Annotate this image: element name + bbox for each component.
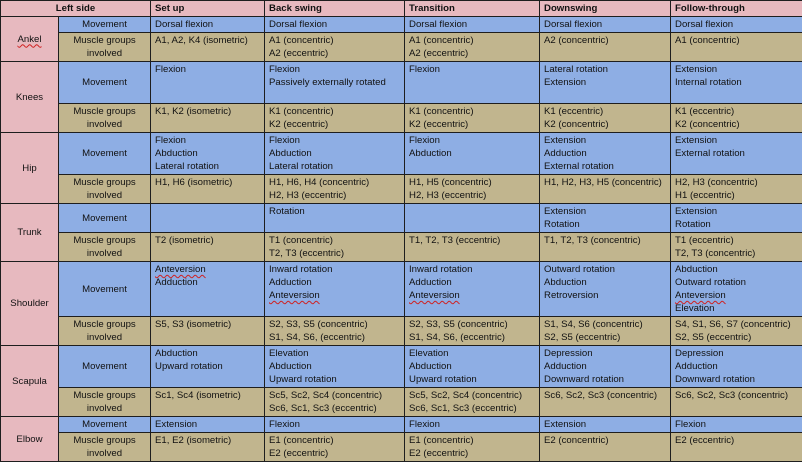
cell-line: Extension	[544, 76, 666, 89]
muscle-cell	[265, 104, 405, 133]
cell-line: T1 (concentric)	[269, 234, 400, 247]
muscle-row	[1, 233, 802, 262]
cell-line: H1, H6, H4 (concentric)	[269, 176, 400, 189]
cell-line: Dorsal flexion	[675, 18, 798, 31]
side-header: Left side	[1, 1, 151, 17]
cell-line: A1 (concentric)	[675, 34, 798, 47]
cell-line: K1 (eccentric)	[675, 105, 798, 118]
phase-header: Downswing	[540, 1, 671, 17]
cell-line: Sc1, Sc4 (isometric)	[155, 389, 260, 402]
cell-line: K1 (concentric)	[409, 105, 535, 118]
movement-cell	[540, 346, 671, 388]
muscle-row	[1, 433, 802, 462]
cell-line: K1 (eccentric)	[544, 105, 666, 118]
muscle-cell	[151, 233, 265, 262]
muscle-cell	[405, 317, 540, 346]
cell-line: E2 (concentric)	[544, 434, 666, 447]
movement-cell	[405, 204, 540, 233]
muscle-cell	[671, 233, 802, 262]
cell-line: H1, H2, H3, H5 (concentric)	[544, 176, 666, 189]
movement-label: Movement	[59, 204, 151, 233]
muscle-cell	[540, 317, 671, 346]
cell-line: Adduction	[155, 276, 260, 289]
movement-cell	[671, 17, 802, 33]
cell-line: S1, S4, S6, (eccentric)	[409, 331, 535, 344]
joint-name: Elbow	[16, 434, 42, 445]
muscle-groups-label: Muscle groups involved	[59, 388, 151, 417]
movement-cell	[540, 204, 671, 233]
cell-line: Sc6, Sc1, Sc3 (eccentric)	[409, 402, 535, 415]
cell-line: E1, E2 (isometric)	[155, 434, 260, 447]
movement-cell	[265, 62, 405, 104]
movement-cell	[151, 346, 265, 388]
movement-cell	[540, 417, 671, 433]
cell-line: Flexion	[675, 418, 798, 431]
cell-line: Dorsal flexion	[155, 18, 260, 31]
table-body	[1, 17, 802, 462]
cell-line: Downward rotation	[544, 373, 666, 386]
cell-line: Flexion	[155, 63, 260, 76]
cell-line: Inward rotation	[269, 263, 400, 276]
movement-cell	[671, 204, 802, 233]
movement-cell	[151, 17, 265, 33]
cell-line: Outward rotation	[544, 263, 666, 276]
muscle-cell	[405, 233, 540, 262]
cell-line: Flexion	[409, 134, 535, 147]
movement-label: Movement	[59, 262, 151, 317]
cell-line: Extension	[155, 418, 260, 431]
movement-cell	[540, 262, 671, 317]
header-row	[1, 1, 802, 17]
movement-cell	[540, 17, 671, 33]
cell-line: E2 (eccentric)	[675, 434, 798, 447]
cell-line: E1 (concentric)	[269, 434, 400, 447]
cell-line: Lateral rotation	[269, 160, 400, 173]
phase-header: Set up	[151, 1, 265, 17]
joint-name: Trunk	[17, 227, 41, 238]
joint-label	[1, 346, 59, 417]
cell-line: S5, S3 (isometric)	[155, 318, 260, 331]
muscle-cell	[265, 33, 405, 62]
movement-cell	[405, 17, 540, 33]
muscle-cell	[540, 104, 671, 133]
cell-line: Sc6, Sc1, Sc3 (eccentric)	[269, 402, 400, 415]
muscle-cell	[151, 317, 265, 346]
movement-cell	[265, 262, 405, 317]
muscle-cell	[671, 388, 802, 417]
cell-line: Upward rotation	[409, 373, 535, 386]
joint-name: Knees	[16, 92, 43, 103]
movement-cell	[405, 346, 540, 388]
cell-line: Outward rotation	[675, 276, 798, 289]
movement-cell	[265, 417, 405, 433]
cell-line: E1 (concentric)	[409, 434, 535, 447]
cell-line: H1, H6 (isometric)	[155, 176, 260, 189]
cell-line: Elevation	[675, 302, 798, 315]
cell-line: Adduction	[544, 360, 666, 373]
movement-cell	[265, 346, 405, 388]
movement-cell	[671, 262, 802, 317]
joint-name: Ankel	[18, 34, 42, 45]
movement-cell	[405, 417, 540, 433]
cell-line: Anteversion	[269, 289, 400, 302]
cell-line: Dorsal flexion	[269, 18, 400, 31]
cell-line: A1 (concentric)	[409, 34, 535, 47]
muscle-groups-label: Muscle groups involved	[59, 104, 151, 133]
movement-row	[1, 133, 802, 175]
cell-line: Rotation	[544, 218, 666, 231]
cell-line: Abduction	[269, 147, 400, 160]
cell-line: K2 (eccentric)	[269, 118, 400, 131]
movement-cell	[671, 346, 802, 388]
muscle-groups-label: Muscle groups involved	[59, 433, 151, 462]
muscle-cell	[151, 175, 265, 204]
cell-line: Flexion	[269, 134, 400, 147]
cell-line: A2 (concentric)	[544, 34, 666, 47]
cell-line: Abduction	[544, 276, 666, 289]
cell-line: S2, S5 (eccentric)	[675, 331, 798, 344]
phase-header: Follow-through	[671, 1, 802, 17]
muscle-groups-label: Muscle groups involved	[59, 317, 151, 346]
muscle-cell	[265, 388, 405, 417]
cell-line: T2, T3 (concentric)	[675, 247, 798, 260]
cell-line: H2, H3 (eccentric)	[409, 189, 535, 202]
muscle-cell	[405, 433, 540, 462]
cell-line: H1, H5 (concentric)	[409, 176, 535, 189]
cell-line: Extension	[544, 134, 666, 147]
muscle-row	[1, 175, 802, 204]
cell-line: Dorsal flexion	[544, 18, 666, 31]
cell-line: H2, H3 (concentric)	[675, 176, 798, 189]
muscle-cell	[405, 33, 540, 62]
cell-line: A2 (eccentric)	[269, 47, 400, 60]
cell-line: Sc6, Sc2, Sc3 (concentric)	[675, 389, 798, 402]
movement-cell	[405, 62, 540, 104]
movement-row	[1, 346, 802, 388]
cell-line: Abduction	[409, 147, 535, 160]
muscle-cell	[540, 33, 671, 62]
cell-line: External rotation	[544, 160, 666, 173]
cell-line: Adduction	[675, 360, 798, 373]
cell-line: Flexion	[409, 418, 535, 431]
muscle-cell	[540, 233, 671, 262]
movement-row	[1, 17, 802, 33]
cell-line: H2, H3 (eccentric)	[269, 189, 400, 202]
movement-cell	[540, 133, 671, 175]
cell-line: S1, S4, S6 (concentric)	[544, 318, 666, 331]
cell-line: Flexion	[409, 63, 535, 76]
cell-line: T2, T3 (eccentric)	[269, 247, 400, 260]
joint-name: Scapula	[12, 376, 47, 387]
muscle-row	[1, 104, 802, 133]
cell-line: Upward rotation	[155, 360, 260, 373]
cell-line: External rotation	[675, 147, 798, 160]
muscle-cell	[265, 175, 405, 204]
movement-label: Movement	[59, 62, 151, 104]
muscle-cell	[671, 317, 802, 346]
cell-line: T1, T2, T3 (concentric)	[544, 234, 666, 247]
cell-line: Elevation	[409, 347, 535, 360]
cell-line: K1, K2 (isometric)	[155, 105, 260, 118]
muscle-cell	[540, 388, 671, 417]
cell-line: Anteversion	[155, 263, 260, 276]
joint-label	[1, 204, 59, 262]
cell-line: Adduction	[544, 147, 666, 160]
muscle-cell	[151, 388, 265, 417]
cell-line: Extension	[675, 205, 798, 218]
movement-cell	[151, 133, 265, 175]
cell-line: Extension	[675, 63, 798, 76]
muscle-groups-label: Muscle groups involved	[59, 33, 151, 62]
cell-line: Abduction	[155, 347, 260, 360]
movement-label: Movement	[59, 133, 151, 175]
cell-line: S4, S1, S6, S7 (concentric)	[675, 318, 798, 331]
cell-line: Depression	[675, 347, 798, 360]
movement-cell	[265, 133, 405, 175]
movement-cell	[671, 62, 802, 104]
cell-line: H1 (eccentric)	[675, 189, 798, 202]
cell-line: A1 (concentric)	[269, 34, 400, 47]
muscle-groups-label: Muscle groups involved	[59, 233, 151, 262]
cell-line: Sc5, Sc2, Sc4 (concentric)	[269, 389, 400, 402]
movement-cell	[265, 204, 405, 233]
movement-row	[1, 417, 802, 433]
muscle-cell	[671, 33, 802, 62]
muscle-cell	[540, 433, 671, 462]
movement-cell	[151, 62, 265, 104]
cell-line: T2 (isometric)	[155, 234, 260, 247]
cell-line: S2, S3, S5 (concentric)	[269, 318, 400, 331]
cell-line: Lateral rotation	[544, 63, 666, 76]
movement-cell	[671, 417, 802, 433]
cell-line: K2 (concentric)	[544, 118, 666, 131]
cell-line: Extension	[544, 205, 666, 218]
cell-line: Flexion	[269, 63, 400, 76]
cell-line: Elevation	[269, 347, 400, 360]
cell-line: T1 (eccentric)	[675, 234, 798, 247]
cell-line: E2 (eccentric)	[409, 447, 535, 460]
muscle-cell	[151, 433, 265, 462]
movement-cell	[151, 417, 265, 433]
cell-line: T1, T2, T3 (eccentric)	[409, 234, 535, 247]
cell-line: Sc5, Sc2, Sc4 (concentric)	[409, 389, 535, 402]
muscle-cell	[405, 104, 540, 133]
movement-label: Movement	[59, 417, 151, 433]
joint-label	[1, 262, 59, 346]
cell-line: Flexion	[269, 418, 400, 431]
joint-name: Shoulder	[10, 298, 48, 309]
joint-name: Hip	[22, 163, 36, 174]
cell-line: Lateral rotation	[155, 160, 260, 173]
movement-cell	[151, 204, 265, 233]
movement-cell	[151, 262, 265, 317]
cell-line: Internal rotation	[675, 76, 798, 89]
muscle-cell	[671, 104, 802, 133]
cell-line: Abduction	[409, 360, 535, 373]
cell-line: Inward rotation	[409, 263, 535, 276]
cell-line: Anteversion	[409, 289, 535, 302]
movement-cell	[540, 62, 671, 104]
muscle-cell	[671, 175, 802, 204]
muscle-cell	[151, 33, 265, 62]
movement-cell	[671, 133, 802, 175]
movement-row	[1, 204, 802, 233]
muscle-cell	[671, 433, 802, 462]
movement-cell	[405, 262, 540, 317]
muscle-groups-label: Muscle groups involved	[59, 175, 151, 204]
movement-label: Movement	[59, 346, 151, 388]
cell-line: K2 (concentric)	[675, 118, 798, 131]
cell-line: E2 (eccentric)	[269, 447, 400, 460]
joint-label	[1, 417, 59, 462]
muscle-cell	[265, 233, 405, 262]
cell-line: Sc6, Sc2, Sc3 (concentric)	[544, 389, 666, 402]
joint-label	[1, 17, 59, 62]
cell-line: Retroversion	[544, 289, 666, 302]
muscle-cell	[265, 433, 405, 462]
joint-label	[1, 62, 59, 133]
cell-line: Passively externally rotated	[269, 76, 400, 89]
cell-line: Adduction	[409, 276, 535, 289]
cell-line: Rotation	[675, 218, 798, 231]
movement-cell	[405, 133, 540, 175]
cell-line: Abduction	[155, 147, 260, 160]
cell-line: K1 (concentric)	[269, 105, 400, 118]
cell-line: S1, S4, S6, (eccentric)	[269, 331, 400, 344]
muscle-row	[1, 388, 802, 417]
cell-line: Abduction	[269, 360, 400, 373]
cell-line: Abduction	[675, 263, 798, 276]
cell-line: Downward rotation	[675, 373, 798, 386]
movement-cell	[265, 17, 405, 33]
movement-row	[1, 62, 802, 104]
cell-line: Extension	[675, 134, 798, 147]
cell-line: S2, S3, S5 (concentric)	[409, 318, 535, 331]
muscle-row	[1, 33, 802, 62]
movement-label: Movement	[59, 17, 151, 33]
cell-line: Dorsal flexion	[409, 18, 535, 31]
muscle-cell	[405, 388, 540, 417]
movement-row	[1, 262, 802, 317]
muscle-row	[1, 317, 802, 346]
muscle-cell	[540, 175, 671, 204]
muscle-cell	[151, 104, 265, 133]
cell-line: Upward rotation	[269, 373, 400, 386]
phase-header: Back swing	[265, 1, 405, 17]
cell-line: Flexion	[155, 134, 260, 147]
cell-line: A1, A2, K4 (isometric)	[155, 34, 260, 47]
cell-line: K2 (eccentric)	[409, 118, 535, 131]
phase-header: Transition	[405, 1, 540, 17]
cell-line: Depression	[544, 347, 666, 360]
cell-line: Adduction	[269, 276, 400, 289]
muscle-cell	[265, 317, 405, 346]
joint-label	[1, 133, 59, 204]
cell-line: S2, S5 (eccentric)	[544, 331, 666, 344]
cell-line: A2 (eccentric)	[409, 47, 535, 60]
cell-line: Extension	[544, 418, 666, 431]
muscle-cell	[405, 175, 540, 204]
cell-line: Rotation	[269, 205, 400, 218]
cell-line: Anteversion	[675, 289, 798, 302]
